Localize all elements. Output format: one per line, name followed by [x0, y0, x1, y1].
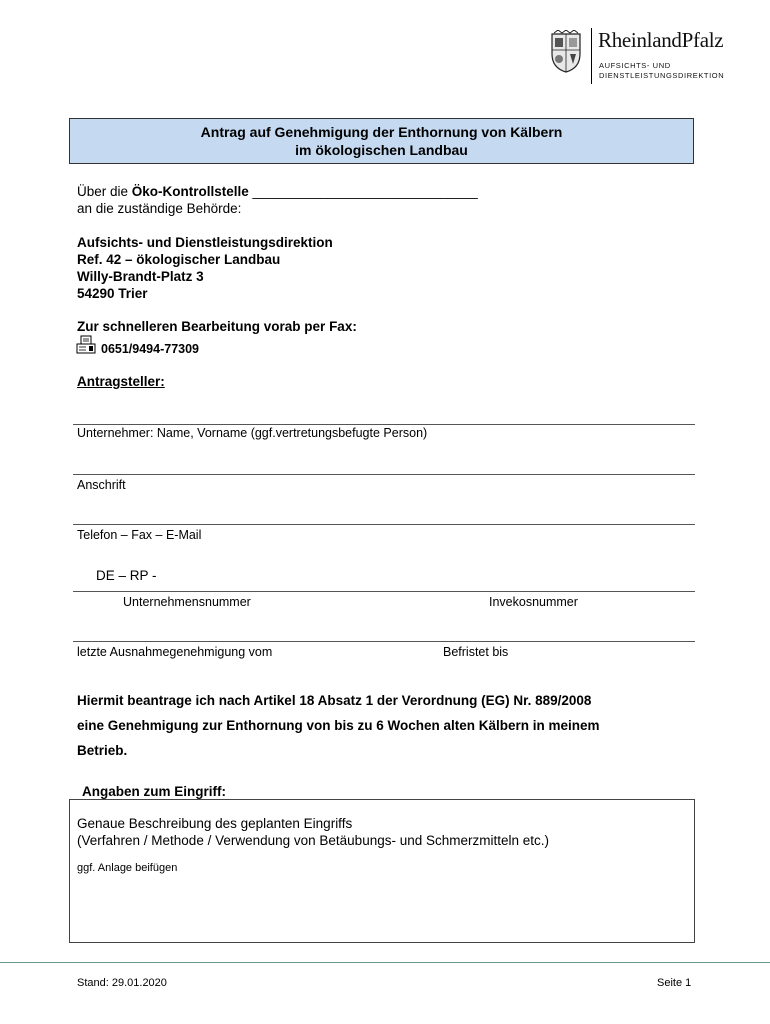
form-title-line2: im ökologischen Landbau: [295, 142, 468, 158]
applicant-contact-line[interactable]: [73, 524, 695, 525]
logo-divider: [591, 28, 592, 84]
rlp-crest-icon: [548, 30, 584, 74]
invekos-number-label: Invekosnummer: [489, 595, 578, 609]
request-line3: Betrieb.: [77, 743, 128, 758]
valid-until-label: Befristet bis: [443, 645, 509, 659]
logo-subtitle-line2: DIENSTLEISTUNGSDIREKTION: [599, 71, 725, 80]
footer-divider: [0, 962, 770, 963]
applicant-contact-label: Telefon – Fax – E-Mail: [77, 528, 202, 542]
applicant-address-line[interactable]: [73, 474, 695, 475]
logo-subtitle-line1: AUFSICHTS- UND: [599, 61, 671, 70]
applicant-name-label: Unternehmer: Name, Vorname (ggf.vertretungsbefugte Person): [77, 426, 428, 440]
footer-page-number: Seite 1: [657, 977, 692, 989]
fax-icon: [76, 335, 96, 355]
procedure-heading: Angaben zum Eingriff:: [82, 784, 226, 799]
recipient-via-prefix: Über die: [77, 184, 132, 199]
footer-date: Stand: 29.01.2020: [77, 977, 167, 989]
applicant-heading: Antragsteller:: [77, 374, 165, 389]
applicant-address-label: Anschrift: [77, 478, 126, 492]
procedure-line1: Genaue Beschreibung des geplanten Eingriffs: [77, 816, 353, 831]
procedure-note: ggf. Anlage beifügen: [77, 862, 178, 874]
request-line1: Hiermit beantrage ich nach Artikel 18 Absatz 1 der Verordnung (EG) Nr. 889/2008: [77, 693, 592, 708]
address-line4: 54290 Trier: [77, 286, 148, 301]
fax-number: 0651/9494-77309: [101, 342, 200, 356]
last-permit-line[interactable]: [73, 641, 695, 642]
request-line2: eine Genehmigung zur Enthornung von bis zu 6 Wochen alten Kälbern in meinem: [77, 718, 600, 733]
kontrollstelle-blank[interactable]: ______________________________: [248, 184, 478, 199]
recipient-via-bold: Öko-Kontrollstelle: [131, 184, 249, 199]
logo-name: RheinlandPfalz: [598, 28, 724, 52]
company-number-prefix: DE – RP -: [96, 568, 157, 583]
company-number-line[interactable]: [73, 591, 695, 592]
procedure-description-box[interactable]: [69, 799, 695, 943]
procedure-line2: (Verfahren / Methode / Verwendung von Betäubungs- und Schmerzmitteln etc.): [77, 833, 550, 848]
address-line3: Willy-Brandt-Platz 3: [77, 269, 204, 284]
form-title-box: [69, 118, 694, 164]
fax-heading: Zur schnelleren Bearbeitung vorab per Fax:: [77, 319, 357, 334]
recipient-authority: an die zuständige Behörde:: [77, 201, 242, 216]
company-number-label: Unternehmensnummer: [123, 595, 251, 609]
address-line2: Ref. 42 – ökologischer Landbau: [77, 252, 281, 267]
address-line1: Aufsichts- und Dienstleistungsdirektion: [77, 235, 333, 250]
form-title-line1: Antrag auf Genehmigung der Enthornung von Kälbern: [200, 124, 563, 140]
last-permit-label: letzte Ausnahmegenehmigung vom: [77, 645, 273, 659]
rlp-logo: [548, 26, 738, 86]
applicant-name-line[interactable]: [73, 424, 695, 425]
recipient-via: [77, 184, 478, 199]
